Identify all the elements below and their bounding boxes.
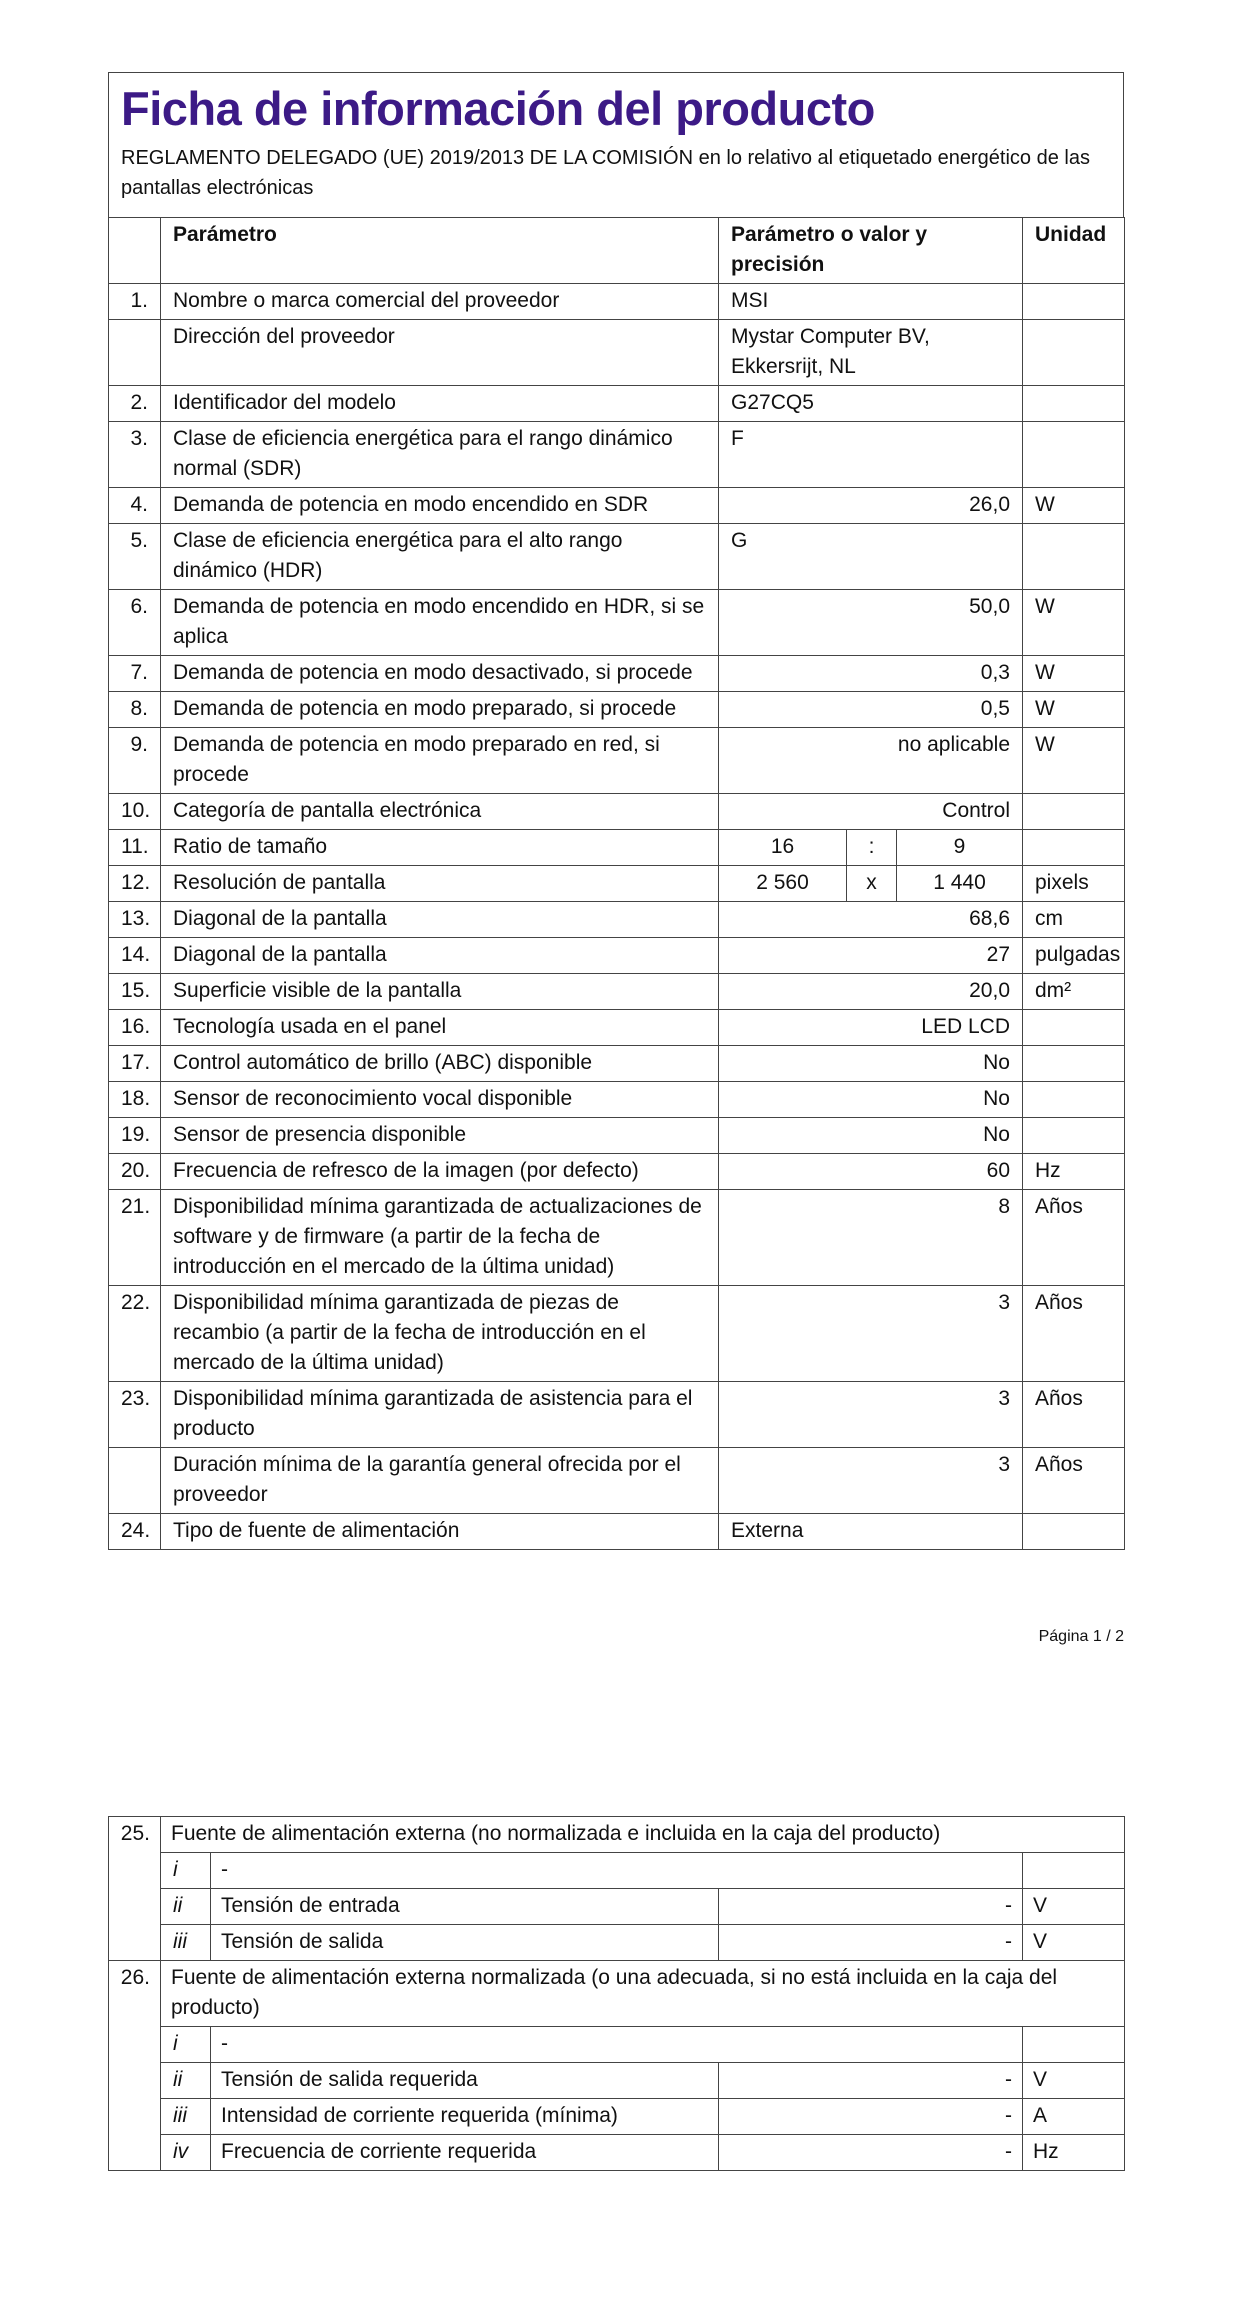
row-unit: Hz (1023, 1154, 1125, 1190)
table-row (109, 386, 1125, 422)
table-row (109, 422, 1125, 488)
item-roman: iv (161, 2135, 211, 2171)
item-unit: V (1023, 2063, 1125, 2099)
row-parameter: Categoría de pantalla electrónica (161, 794, 719, 830)
row-parameter: Demanda de potencia en modo encendido en HDR, si se aplica (161, 590, 719, 656)
row-value: 60 (719, 1154, 1023, 1190)
table-row (109, 1010, 1125, 1046)
row-value-a: 16 (719, 830, 847, 866)
table-row (109, 1046, 1125, 1082)
row-parameter: Disponibilidad mínima garantizada de asistencia para el producto (161, 1382, 719, 1448)
row-parameter: Sensor de presencia disponible (161, 1118, 719, 1154)
table-row (109, 1190, 1125, 1286)
item-roman: ii (161, 1889, 211, 1925)
row-unit (1023, 1082, 1125, 1118)
item-value: - (719, 2099, 1023, 2135)
row-parameter: Control automático de brillo (ABC) disponible (161, 1046, 719, 1082)
table-row (109, 1286, 1125, 1382)
row-value: No (719, 1118, 1023, 1154)
row-value: 8 (719, 1190, 1023, 1286)
list-item (109, 2135, 1125, 2171)
item-label: - (211, 2027, 1023, 2063)
table-row (109, 1448, 1125, 1514)
row-unit: W (1023, 488, 1125, 524)
table-row (109, 1118, 1125, 1154)
item-label: Tensión de entrada (211, 1889, 719, 1925)
row-parameter: Demanda de potencia en modo desactivado, si procede (161, 656, 719, 692)
parameter-table (108, 217, 1125, 1550)
row-parameter: Ratio de tamaño (161, 830, 719, 866)
table-row (109, 284, 1125, 320)
row-number: 16. (109, 1010, 161, 1046)
row-number: 7. (109, 656, 161, 692)
header-unit: Unidad (1023, 218, 1125, 284)
row-unit (1023, 386, 1125, 422)
table-row (109, 692, 1125, 728)
item-unit (1023, 2027, 1125, 2063)
item-value: - (719, 2063, 1023, 2099)
row-number: 5. (109, 524, 161, 590)
row-unit: pixels (1023, 866, 1125, 902)
list-item (109, 1853, 1125, 1889)
row-value: G (719, 524, 1023, 590)
table-row (109, 590, 1125, 656)
row-value: 0,5 (719, 692, 1023, 728)
section-title: Fuente de alimentación externa (no normalizada e incluida en la caja del producto) (161, 1817, 1125, 1853)
table-row (109, 488, 1125, 524)
row-value: 50,0 (719, 590, 1023, 656)
table-row (109, 320, 1125, 386)
item-roman: iii (161, 2099, 211, 2135)
row-parameter: Tecnología usada en el panel (161, 1010, 719, 1046)
row-value: Control (719, 794, 1023, 830)
item-unit: Hz (1023, 2135, 1125, 2171)
row-parameter: Diagonal de la pantalla (161, 902, 719, 938)
section-title-row (109, 1961, 1125, 2027)
row-parameter: Resolución de pantalla (161, 866, 719, 902)
item-value: - (719, 1889, 1023, 1925)
list-item (109, 2099, 1125, 2135)
list-item (109, 1925, 1125, 1961)
row-unit (1023, 524, 1125, 590)
row-unit: W (1023, 728, 1125, 794)
row-parameter: Demanda de potencia en modo encendido en SDR (161, 488, 719, 524)
row-value: Mystar Computer BV, Ekkersrijt, NL (719, 320, 1023, 386)
power-supply-section (108, 1816, 1124, 2171)
row-number: 24. (109, 1514, 161, 1550)
item-label: Frecuencia de corriente requerida (211, 2135, 719, 2171)
item-roman: ii (161, 2063, 211, 2099)
row-number: 23. (109, 1382, 161, 1448)
row-parameter: Disponibilidad mínima garantizada de piezas de recambio (a partir de la fecha de introducción en el mercado de la última unidad) (161, 1286, 719, 1382)
row-number (109, 320, 161, 386)
item-label: Tensión de salida (211, 1925, 719, 1961)
item-roman: i (161, 2027, 211, 2063)
row-parameter: Nombre o marca comercial del proveedor (161, 284, 719, 320)
item-value: - (719, 2135, 1023, 2171)
item-roman: iii (161, 1925, 211, 1961)
row-value: No (719, 1046, 1023, 1082)
row-number: 3. (109, 422, 161, 488)
table-row (109, 1154, 1125, 1190)
item-unit: V (1023, 1889, 1125, 1925)
row-number: 19. (109, 1118, 161, 1154)
row-value-b: 1 440 (897, 866, 1023, 902)
row-unit: Años (1023, 1448, 1125, 1514)
row-parameter: Tipo de fuente de alimentación (161, 1514, 719, 1550)
row-parameter: Diagonal de la pantalla (161, 938, 719, 974)
row-parameter: Demanda de potencia en modo preparado en red, si procede (161, 728, 719, 794)
product-info-sheet (108, 72, 1124, 1550)
row-parameter: Clase de eficiencia energética para el alto rango dinámico (HDR) (161, 524, 719, 590)
row-number: 10. (109, 794, 161, 830)
row-value: 3 (719, 1382, 1023, 1448)
row-unit: W (1023, 590, 1125, 656)
item-unit: V (1023, 1925, 1125, 1961)
row-separator: : (847, 830, 897, 866)
row-unit: Años (1023, 1286, 1125, 1382)
ratio-row (109, 830, 1125, 866)
row-value: 3 (719, 1286, 1023, 1382)
table-row (109, 1382, 1125, 1448)
row-value: 20,0 (719, 974, 1023, 1010)
item-unit: A (1023, 2099, 1125, 2135)
page-number: Página 1 / 2 (1038, 1628, 1124, 1645)
row-unit (1023, 320, 1125, 386)
title-box (108, 72, 1124, 217)
row-separator: x (847, 866, 897, 902)
row-value: 0,3 (719, 656, 1023, 692)
row-parameter: Frecuencia de refresco de la imagen (por defecto) (161, 1154, 719, 1190)
list-item (109, 2027, 1125, 2063)
row-number: 14. (109, 938, 161, 974)
resolution-row (109, 866, 1125, 902)
row-unit (1023, 284, 1125, 320)
table-row (109, 524, 1125, 590)
row-value: LED LCD (719, 1010, 1023, 1046)
table-row (109, 1082, 1125, 1118)
item-roman: i (161, 1853, 211, 1889)
row-unit (1023, 1514, 1125, 1550)
row-unit: Años (1023, 1382, 1125, 1448)
section-title: Fuente de alimentación externa normalizada (o una adecuada, si no está incluida en la caja del producto) (161, 1961, 1125, 2027)
row-unit (1023, 422, 1125, 488)
row-number: 20. (109, 1154, 161, 1190)
section-number: 26. (109, 1961, 161, 2171)
header-parameter: Parámetro (161, 218, 719, 284)
power-supply-table (108, 1816, 1125, 2171)
table-row (109, 902, 1125, 938)
item-label: - (211, 1853, 1023, 1889)
row-number: 13. (109, 902, 161, 938)
item-value: - (719, 1925, 1023, 1961)
row-number: 15. (109, 974, 161, 1010)
table-row (109, 1514, 1125, 1550)
row-value: G27CQ5 (719, 386, 1023, 422)
row-unit (1023, 1118, 1125, 1154)
row-number: 6. (109, 590, 161, 656)
row-parameter: Duración mínima de la garantía general ofrecida por el proveedor (161, 1448, 719, 1514)
header-num-cell (109, 218, 161, 284)
row-number: 9. (109, 728, 161, 794)
section-title-row (109, 1817, 1125, 1853)
row-value: MSI (719, 284, 1023, 320)
table-row (109, 974, 1125, 1010)
regulation-subtitle: REGLAMENTO DELEGADO (UE) 2019/2013 DE LA COMISIÓN en lo relativo al etiquetado energético de las pantallas electrónicas (121, 147, 1090, 199)
row-number: 1. (109, 284, 161, 320)
row-number: 22. (109, 1286, 161, 1382)
row-value: 68,6 (719, 902, 1023, 938)
row-value-a: 2 560 (719, 866, 847, 902)
row-unit (1023, 1046, 1125, 1082)
page-title: Ficha de información del producto (121, 82, 875, 135)
header-value: Parámetro o valor y precisión (719, 218, 1023, 284)
table-row (109, 656, 1125, 692)
row-value: No (719, 1082, 1023, 1118)
row-number: 21. (109, 1190, 161, 1286)
table-row (109, 728, 1125, 794)
row-unit: cm (1023, 902, 1125, 938)
row-value: no aplicable (719, 728, 1023, 794)
row-parameter: Demanda de potencia en modo preparado, si procede (161, 692, 719, 728)
table-row (109, 794, 1125, 830)
row-unit: pulgadas (1023, 938, 1125, 974)
row-parameter: Superficie visible de la pantalla (161, 974, 719, 1010)
row-number: 11. (109, 830, 161, 866)
row-unit (1023, 794, 1125, 830)
row-unit: Años (1023, 1190, 1125, 1286)
row-number: 4. (109, 488, 161, 524)
list-item (109, 1889, 1125, 1925)
row-value: F (719, 422, 1023, 488)
row-number: 17. (109, 1046, 161, 1082)
item-label: Intensidad de corriente requerida (mínima) (211, 2099, 719, 2135)
row-parameter: Disponibilidad mínima garantizada de actualizaciones de software y de firmware (a partir de la fecha de introducción en el mercado de la última unidad) (161, 1190, 719, 1286)
table-row (109, 938, 1125, 974)
row-number: 12. (109, 866, 161, 902)
row-value: 26,0 (719, 488, 1023, 524)
row-parameter: Clase de eficiencia energética para el rango dinámico normal (SDR) (161, 422, 719, 488)
row-parameter: Dirección del proveedor (161, 320, 719, 386)
row-value: 3 (719, 1448, 1023, 1514)
row-unit (1023, 1010, 1125, 1046)
row-unit (1023, 830, 1125, 866)
row-number: 8. (109, 692, 161, 728)
row-value: 27 (719, 938, 1023, 974)
row-parameter: Sensor de reconocimiento vocal disponible (161, 1082, 719, 1118)
row-unit: dm² (1023, 974, 1125, 1010)
row-number: 2. (109, 386, 161, 422)
row-unit: W (1023, 656, 1125, 692)
item-unit (1023, 1853, 1125, 1889)
row-number: 18. (109, 1082, 161, 1118)
row-parameter: Identificador del modelo (161, 386, 719, 422)
section-number: 25. (109, 1817, 161, 1961)
row-value-b: 9 (897, 830, 1023, 866)
list-item (109, 2063, 1125, 2099)
row-unit: W (1023, 692, 1125, 728)
item-label: Tensión de salida requerida (211, 2063, 719, 2099)
row-value: Externa (719, 1514, 1023, 1550)
row-number (109, 1448, 161, 1514)
table-header-row (109, 218, 1125, 284)
